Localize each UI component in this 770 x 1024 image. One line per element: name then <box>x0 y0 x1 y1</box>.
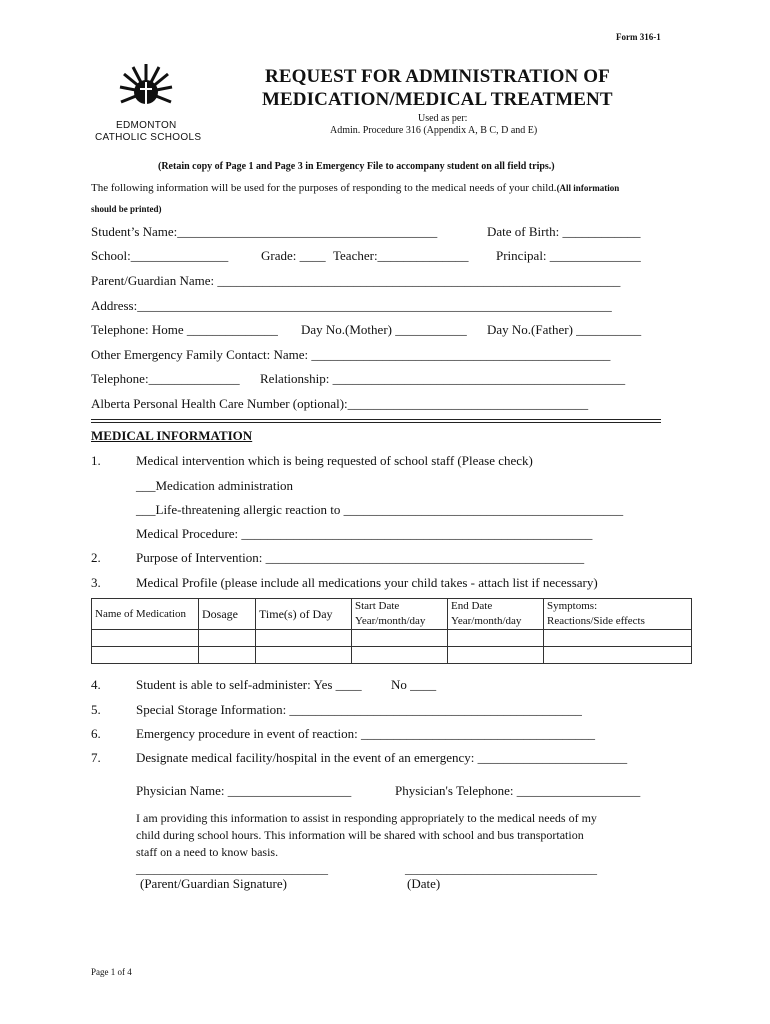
address-field[interactable]: Address:_________________________________________________________________________ <box>91 298 612 313</box>
col-start-date: Start Date Year/month/day <box>352 599 448 630</box>
col-medication-name: Name of Medication <box>92 599 199 630</box>
form-number: Form 316-1 <box>616 32 661 42</box>
health-card-field[interactable]: Alberta Personal Health Care Number (optional):_____________________________________ <box>91 396 589 411</box>
medical-info-heading: MEDICAL INFORMATION <box>91 428 253 443</box>
page-number: Page 1 of 4 <box>91 967 132 977</box>
item-number: 4. <box>91 677 101 692</box>
item-number: 2. <box>91 550 101 565</box>
contact-telephone-field[interactable]: Telephone:______________ <box>91 371 240 386</box>
emergency-procedure-field[interactable]: Emergency procedure in event of reaction: ____________________________________ <box>136 726 595 741</box>
retain-note: (Retain copy of Page 1 and Page 3 in Emergency File to accompany student on all field trips.) <box>158 161 555 172</box>
medical-facility-field[interactable]: Designate medical facility/hospital in the event of an emergency: _______________________ <box>136 750 628 765</box>
item-number: 3. <box>91 575 101 590</box>
date-label: (Date) <box>407 876 441 891</box>
logo-line-1: EDMONTON <box>116 120 177 131</box>
consent-line-2: child during school hours. This information will be shared with school and bus transportation <box>136 828 584 842</box>
logo-line-2: CATHOLIC SCHOOLS <box>95 132 202 143</box>
teacher-field[interactable]: Teacher:______________ <box>333 248 469 263</box>
divider <box>91 422 661 423</box>
other-contact-field[interactable]: Other Emergency Family Contact: Name: ______________________________________________ <box>91 347 611 362</box>
subtitle-line-1: Used as per: <box>418 113 468 124</box>
table-header-row <box>92 599 692 630</box>
col-end-date: End Date Year/month/day <box>448 599 544 630</box>
day-father-field[interactable]: Day No.(Father) __________ <box>487 322 642 337</box>
col-dosage: Dosage <box>199 599 256 630</box>
grade-field[interactable]: Grade: ____ <box>261 248 326 263</box>
intro-text: The following information will be used for the purposes of responding to the medical needs of your child.(All information <box>91 182 620 194</box>
item-number: 5. <box>91 702 101 717</box>
medical-intervention-label: Medical intervention which is being requested of school staff (Please check) <box>136 453 533 468</box>
item-number: 1. <box>91 453 101 468</box>
form-title-line-2: MEDICATION/MEDICAL TREATMENT <box>262 89 613 110</box>
medication-table <box>91 598 692 664</box>
day-mother-field[interactable]: Day No.(Mother) ___________ <box>301 322 467 337</box>
parent-name-field[interactable]: Parent/Guardian Name: ______________________________________________________________ <box>91 273 621 288</box>
dob-field[interactable]: Date of Birth: ____________ <box>487 224 641 239</box>
student-name-field[interactable]: Student’s Name:________________________________________ <box>91 224 438 239</box>
table-row[interactable] <box>92 647 692 664</box>
medical-profile-label: Medical Profile (please include all medications your child takes - attach list if necessary) <box>136 575 598 590</box>
subtitle-line-2: Admin. Procedure 316 (Appendix A, B C, D and E) <box>330 125 538 136</box>
table-row[interactable] <box>92 630 692 647</box>
relationship-field[interactable]: Relationship: _____________________________________________ <box>260 371 626 386</box>
signature-label: (Parent/Guardian Signature) <box>140 876 287 891</box>
allergic-reaction-checkbox[interactable]: ___Life-threatening allergic reaction to ___________________________________________ <box>136 502 624 517</box>
col-symptoms: Symptoms: Reactions/Side effects <box>544 599 692 630</box>
medication-admin-checkbox[interactable]: ___Medication administration <box>136 478 294 493</box>
self-administer-yes[interactable]: Student is able to self-administer: Yes ____ <box>136 677 362 692</box>
physician-telephone-field[interactable]: Physician's Telephone: ___________________ <box>395 783 641 798</box>
sunburst-cross-icon <box>119 62 173 120</box>
school-field[interactable]: School:_______________ <box>91 248 229 263</box>
consent-line-3: staff on a need to know basis. <box>136 845 279 859</box>
col-times: Time(s) of Day <box>256 599 352 630</box>
form-title-line-1: REQUEST FOR ADMINISTRATION OF <box>265 66 610 87</box>
intro-text-cont: should be printed) <box>91 204 162 214</box>
divider <box>91 419 661 420</box>
date-line[interactable]: ________________________________ <box>405 862 597 876</box>
consent-line-1: I am providing this information to assist in responding appropriately to the medical needs of my <box>136 811 597 825</box>
purpose-field[interactable]: Purpose of Intervention: _________________________________________________ <box>136 550 585 565</box>
medical-procedure-field[interactable]: Medical Procedure: ______________________________________________________ <box>136 526 593 541</box>
telephone-home-field[interactable]: Telephone: Home ______________ <box>91 322 278 337</box>
self-administer-no[interactable]: No ____ <box>391 677 437 692</box>
physician-name-field[interactable]: Physician Name: ___________________ <box>136 783 352 798</box>
principal-field[interactable]: Principal: ______________ <box>496 248 641 263</box>
signature-line[interactable]: ________________________________ <box>136 862 328 876</box>
item-number: 7. <box>91 750 101 765</box>
storage-info-field[interactable]: Special Storage Information: _____________________________________________ <box>136 702 582 717</box>
item-number: 6. <box>91 726 101 741</box>
